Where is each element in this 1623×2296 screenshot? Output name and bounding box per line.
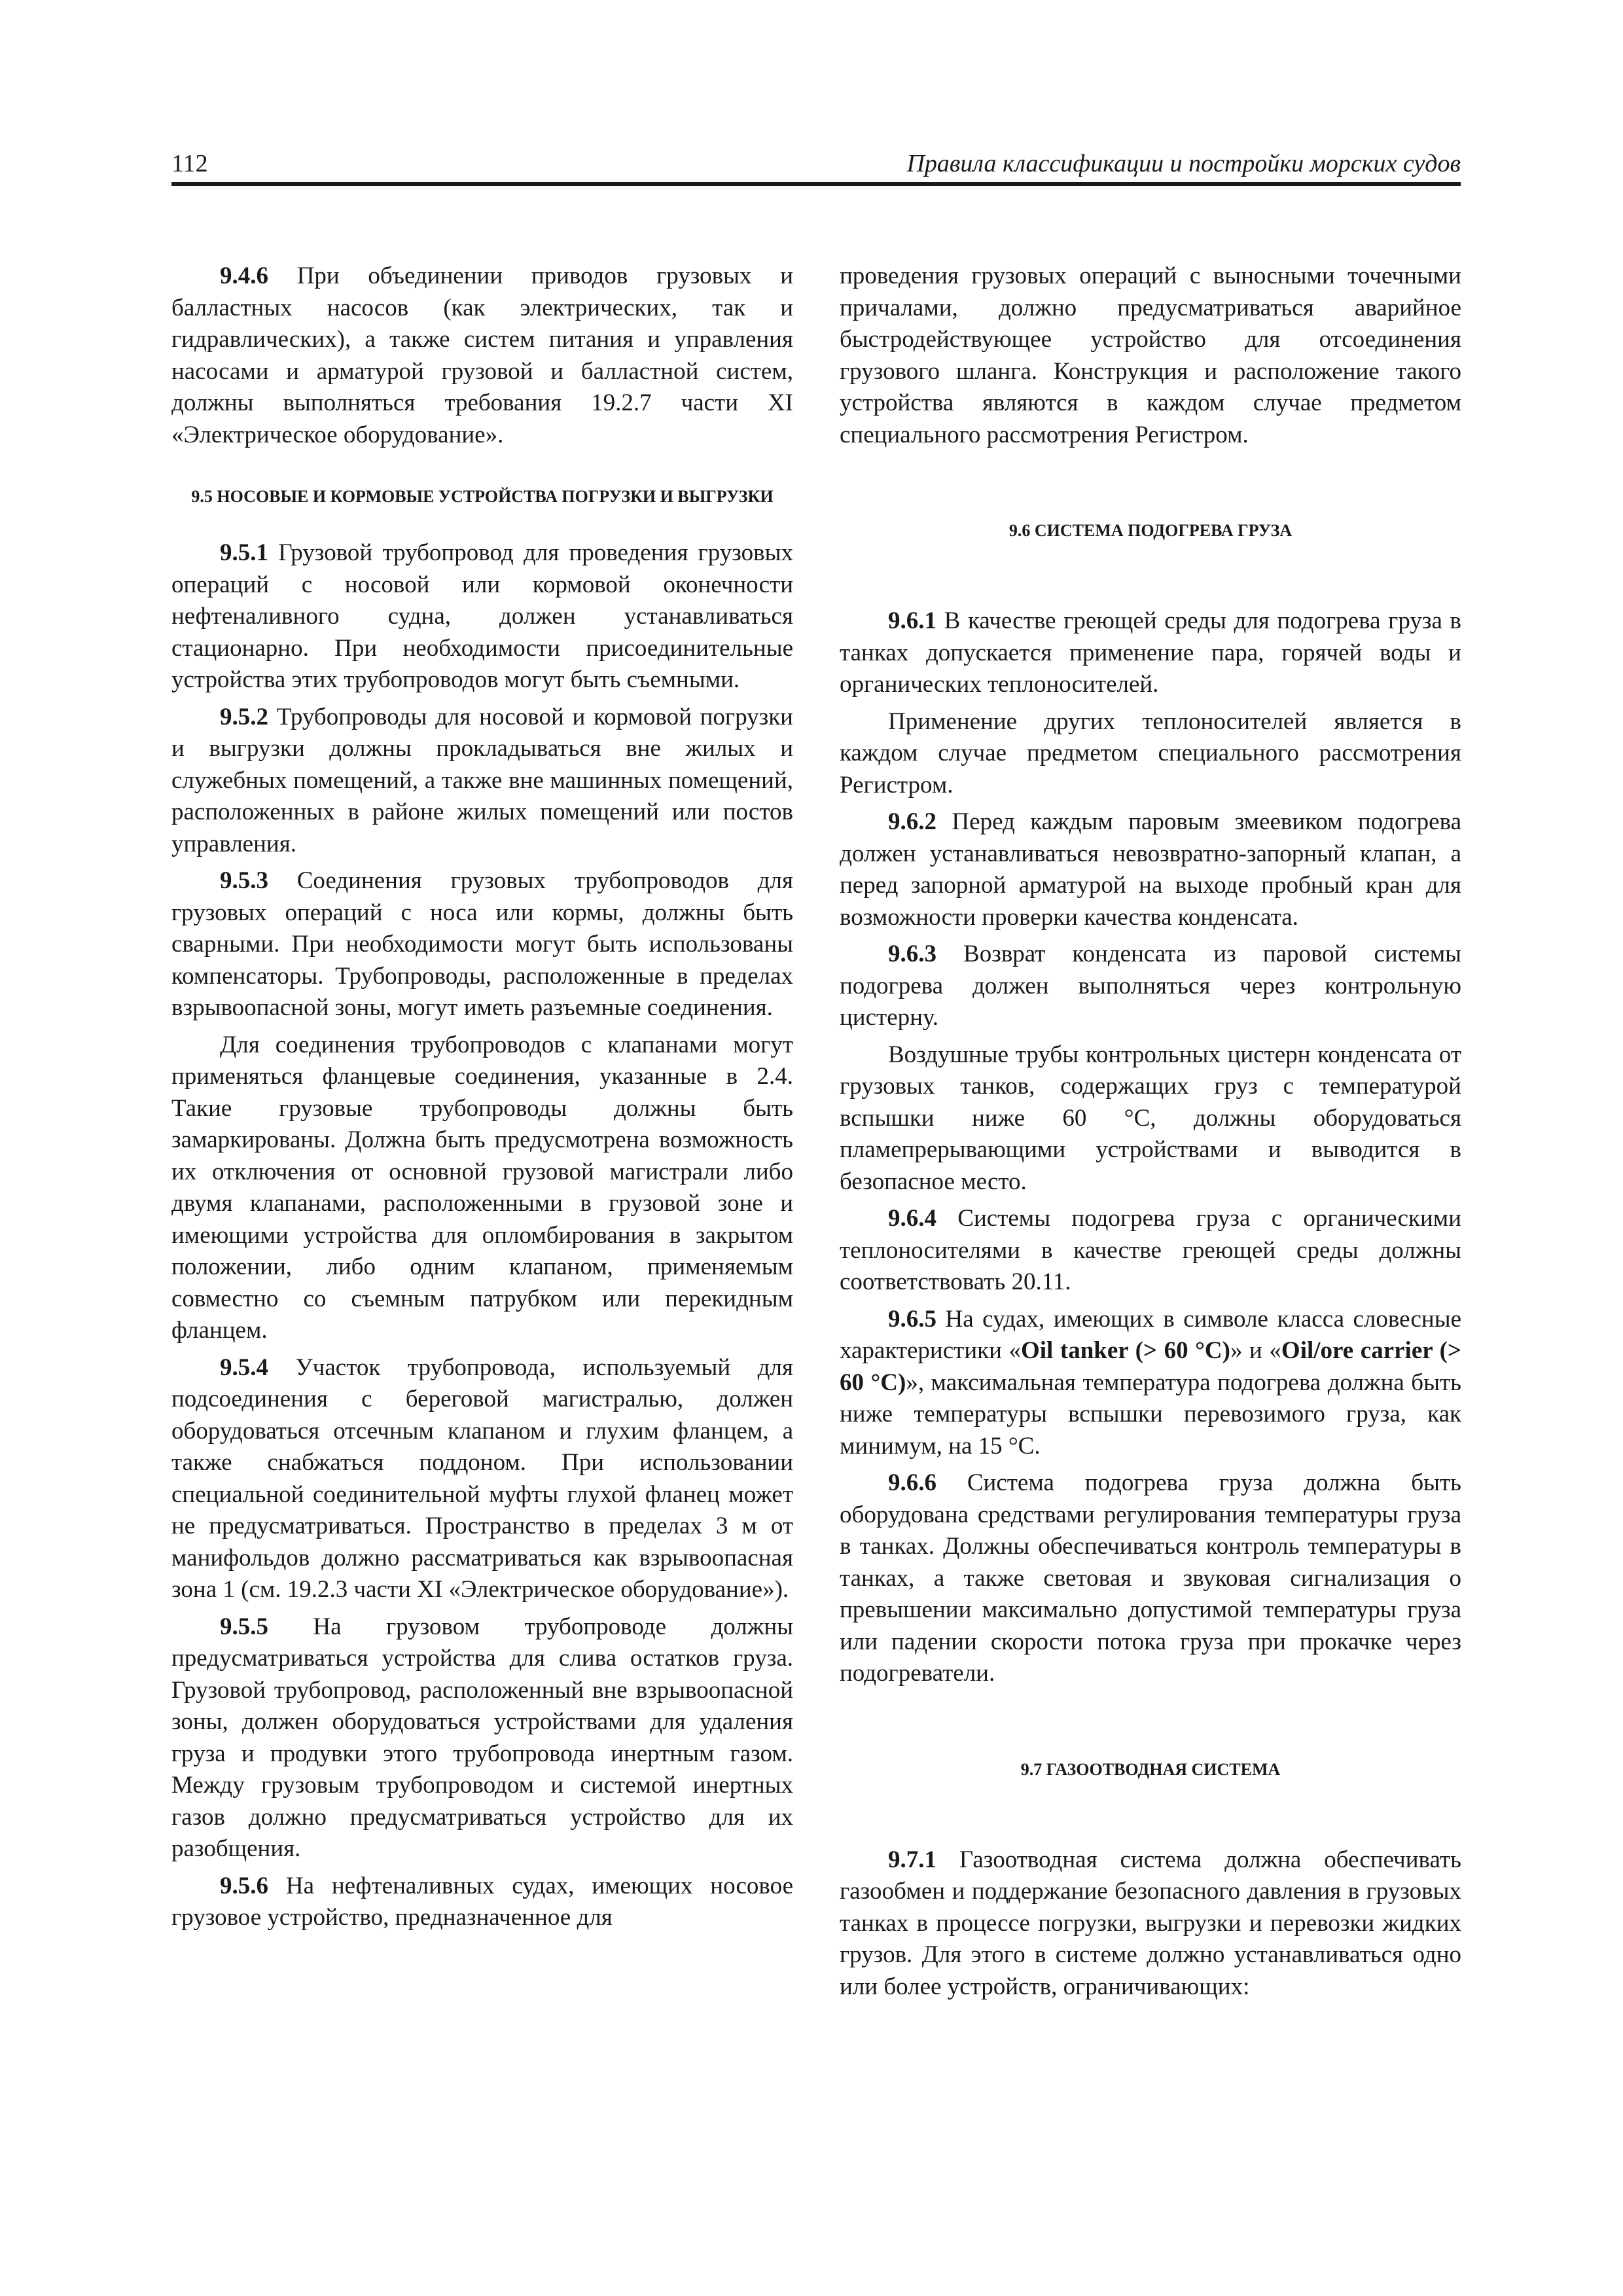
- paragraph-9-5-3-cont: Для соединения трубопроводов с клапанами могут применяться фланцевые соединения, указанные в 2.4. Такие грузовые трубопроводы должны быть замаркированы. Должна быть предусмотрена возможность их отключения от основной грузовой магистрали либо двумя клапанами, расположенными в грузовой зоне и имеющими устройства для опломбирования в закрытом положении, либо одним клапаном, применяемым совместно со съемным патрубком или перекидным фланцем.: [171, 1031, 793, 1344]
- paragraph-9-6-1-cont: Применение других теплоносителей является в каждом случае предметом специального рассмотрения Регистром.: [840, 708, 1461, 798]
- paragraph-9-5-1: 9.5.1 Грузовой трубопровод для проведения грузовых операций с носовой или кормовой оконечности нефтеналивного судна, должен устанавливаться стационарно. При необходимости присоединительные устройства этих трубопроводов могут быть съемными.: [171, 539, 793, 693]
- running-title: Правила классификации и постройки морских судов: [906, 150, 1461, 177]
- paragraph-9-6-4: 9.6.4 Системы подогрева груза с органическими теплоносителями в качестве греющей среды должны соответствовать 20.11.: [840, 1205, 1461, 1295]
- paragraph-9-6-6: 9.6.6 Система подогрева груза должна быть оборудована средствами регулирования температуры груза в танках. Должны обеспечиваться контроль температуры в танках, а также световая и звуковая сигнализация о превышении максимально допустимой температуры груза или падении скорости потока груза при прокачке через подогреватели.: [840, 1469, 1461, 1687]
- section-heading-9-6: 9.6 СИСТЕМА ПОДОГРЕВА ГРУЗА: [1008, 521, 1293, 540]
- paragraph-9-5-5: 9.5.5 На грузовом трубопроводе должны предусматриваться устройства для слива остатков груза. Грузовой трубопровод, расположенный вне взрывоопасной зоны, должен оборудоваться устройствами для удаления груза и продувки этого трубопровода инертным газом. Между грузовым трубопроводом и системой инертных газов должно предусматриваться устройство для их разобщения.: [171, 1613, 793, 1862]
- paragraph-9-6-3-cont: Воздушные трубы контрольных цистерн конденсата от грузовых танков, содержащих груз с температурой вспышки ниже 60 °С, должны оборудоваться пламепрерывающими устройствами и выводится в безопасное место.: [840, 1041, 1461, 1195]
- page-number: 112: [171, 150, 208, 177]
- page-header: [171, 145, 1461, 186]
- right-column: [840, 260, 1461, 2008]
- paragraph-9-6-3: 9.6.3 Возврат конденсата из паровой системы подогрева должен выполняться через контрольную цистерну.: [840, 941, 1461, 1031]
- class-notation-oil-ore-carrier: Oil/ore carrier (> 60 °C): [840, 1337, 1461, 1396]
- section-heading-9-7: 9.7 ГАЗООТВОДНАЯ СИСТЕМА: [1020, 1759, 1281, 1779]
- paragraph-9-6-1: 9.6.1 В качестве греющей среды для подогрева груза в танках допускается применение пара, горячей воды и органических теплоносителей.: [840, 607, 1461, 698]
- paragraph-9-5-4: 9.5.4 Участок трубопровода, используемый для подсоединения с береговой магистралью, должен оборудоваться отсечным клапаном и глухим фланцем, а также снабжаться поддоном. При использовании специальной соединительной муфты глухой фланец может не предусматриваться. Пространство в пределах 3 м от манифольдов должно рассматриваться как взрывоопасная зона 1 (см. 19.2.3 части XI «Электрическое оборудование»).: [171, 1354, 793, 1603]
- left-column: [171, 260, 793, 1939]
- paragraph-9-5-6: 9.5.6 На нефтеналивных судах, имеющих носовое грузовое устройство, предназначенное для: [171, 1872, 793, 1931]
- paragraph-9-7-1: 9.7.1 Газоотводная система должна обеспечивать газообмен и поддержание безопасного давления в грузовых танках в процессе погрузки, выгрузки и перевозки жидких грузов. Для этого в системе должно устанавливаться одно или более устройств, ограничивающих:: [840, 1846, 1461, 2000]
- paragraph-9-6-5: 9.6.5 На судах, имеющих в символе класса словесные характеристики «Oil tanker (> 60 °C)» и «Oil/ore carrier (> 60 °C)», максимальная температура подогрева должна быть ниже температуры вспышки перевозимого груза, как минимум, на 15 °С.: [840, 1305, 1462, 1460]
- section-heading-9-5: 9.5 НОСОВЫЕ И КОРМОВЫЕ УСТРОЙСТВА ПОГРУЗКИ И ВЫГРУЗКИ: [191, 487, 774, 506]
- paragraph-9-6-2: 9.6.2 Перед каждым паровым змеевиком подогрева должен устанавливаться невозвратно-запорный клапан, а перед запорной арматурой на выходе пробный кран для возможности проверки качества конденсата.: [840, 808, 1461, 931]
- paragraph-9-4-6: 9.4.6 При объединении приводов грузовых и балластных насосов (как электрических, так и гидравлических), а также систем питания и управления насосами и арматурой грузовой и балластной систем, должны выполняться требования 19.2.7 части XI «Электрическое оборудование».: [171, 262, 793, 448]
- paragraph-9-5-2: 9.5.2 Трубопроводы для носовой и кормовой погрузки и выгрузки должны прокладываться вне жилых и служебных помещений, а также вне машинных помещений, расположенных в районе жилых помещений или постов управления.: [171, 703, 793, 857]
- class-notation-oil-tanker: Oil tanker (> 60 °C): [1020, 1337, 1230, 1364]
- paragraph-9-5-3: 9.5.3 Соединения грузовых трубопроводов для грузовых операций с носа или кормы, должны быть сварными. При необходимости могут быть использованы компенсаторы. Трубопроводы, расположенные в пределах взрывоопасной зоны, могут иметь разъемные соединения.: [171, 867, 793, 1021]
- paragraph-9-5-6-cont: проведения грузовых операций с выносными точечными причалами, должно предусматриваться аварийное быстродействующее устройство для отсоединения грузового шланга. Конструкция и расположение такого устройства являются в каждом случае предметом специального рассмотрения Регистром.: [840, 262, 1461, 448]
